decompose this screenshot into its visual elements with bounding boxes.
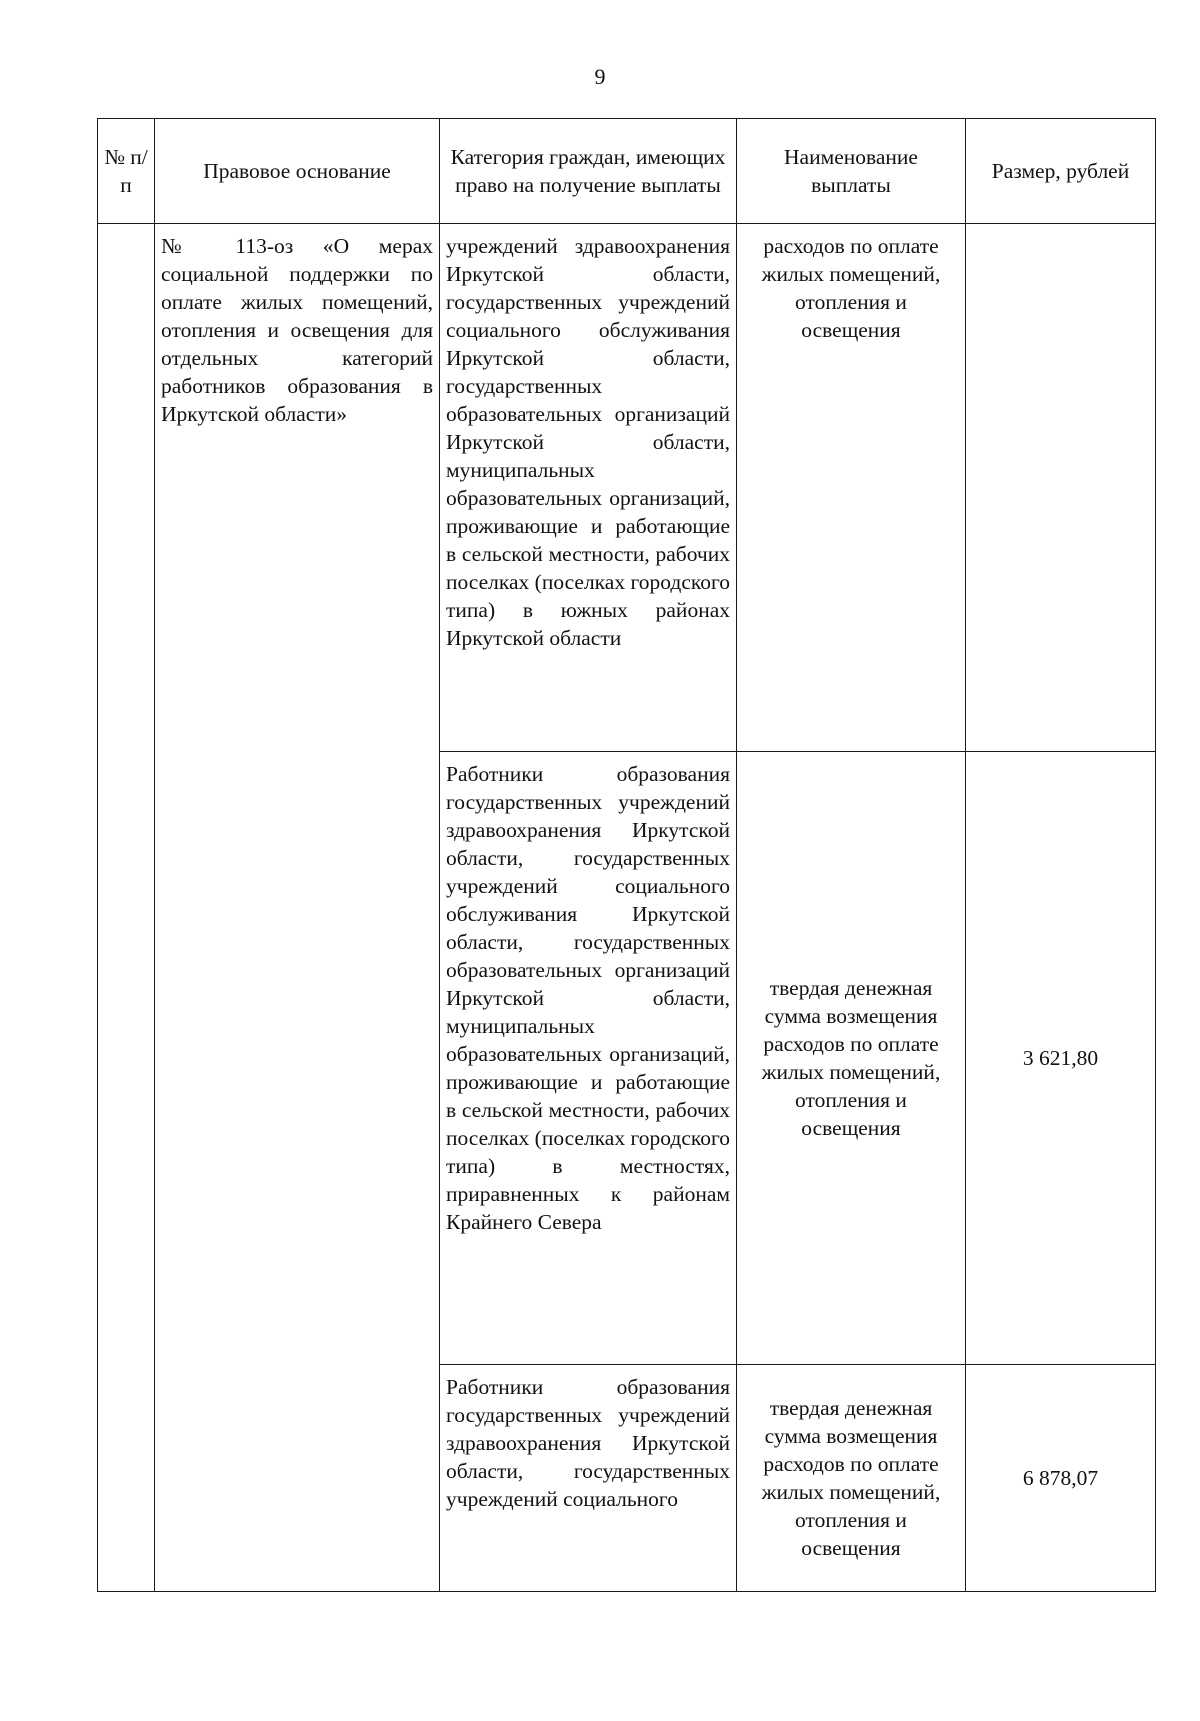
category-cell: учреждений здравоохранения Иркутской области, государственных учреждений социального обслуживания Иркутской области, государственных образовательных организаций Иркутской области, муниципальных образовательных организаций, проживающие и работающие в сельской местности, рабочих поселках (поселках городского типа) в южных районах Иркутской области [440,224,737,752]
size-cell: 6 878,07 [966,1364,1156,1591]
benefits-table [97,118,1156,1592]
page-number: 9 [594,64,606,89]
table-row [98,224,1156,752]
table-header [98,119,1156,224]
size-cell [966,224,1156,752]
header-category: Категория граждан, имеющих право на получение выплаты [440,119,737,224]
legal-basis-cell: № 113-оз «О мерах социальной поддержки по оплате жилых помещений, отопления и освещения для отдельных категорий работников образования в Иркутской области» [155,224,440,1592]
num-cell [98,224,155,1592]
payment-name-cell: расходов по оплате жилых помещений, отопления и освещения [737,224,966,752]
header-size: Размер, рублей [966,119,1156,224]
header-payment-name: Наименование выплаты [737,119,966,224]
header-row [98,119,1156,224]
category-cell: Работники образования государственных учреждений здравоохранения Иркутской области, государственных учреждений социального обслуживания Иркутской области, государственных образовательных организаций Иркутской области, муниципальных образовательных организаций, проживающие и работающие в сельской местности, рабочих поселках (поселках городского типа) в местностях, приравненных к районам Крайнего Севера [440,751,737,1364]
header-num: № п/п [98,119,155,224]
payment-name-cell: твердая денежная сумма возмещения расходов по оплате жилых помещений, отопления и освещения [737,1364,966,1591]
table-body [98,224,1156,1592]
size-cell: 3 621,80 [966,751,1156,1364]
category-cell: Работники образования государственных учреждений здравоохранения Иркутской области, государственных учреждений социального [440,1364,737,1591]
payment-name-cell: твердая денежная сумма возмещения расходов по оплате жилых помещений, отопления и освещения [737,751,966,1364]
header-basis: Правовое основание [155,119,440,224]
